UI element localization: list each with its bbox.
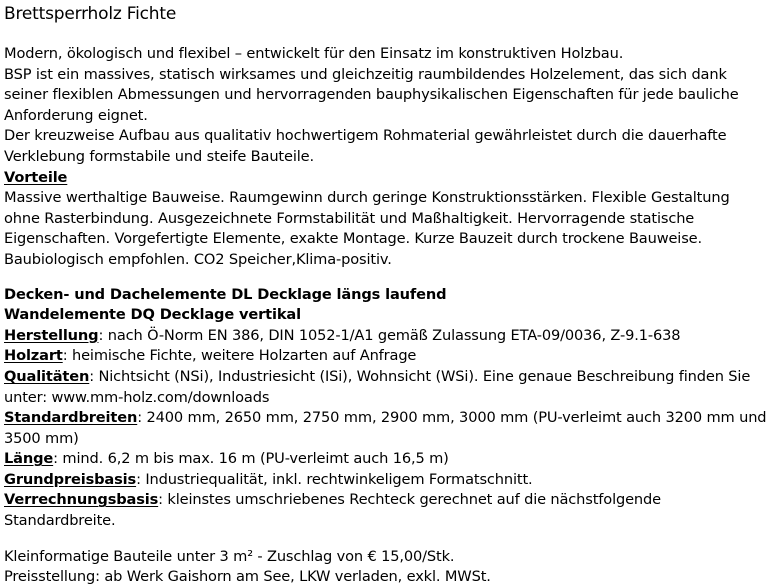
vorteile-section — [4, 168, 768, 271]
spec-row: Herstellung: nach Ö-Norm EN 386, DIN 1052-1/A1 gemäß Zulassung ETA-09/0036, Z-9.1-638 — [4, 326, 681, 344]
spec-value: heimische Fichte, weitere Holzarten auf Anfrage — [71, 347, 417, 365]
vorteile-text: Massive werthaltige Bauweise. Raumgewinn durch geringe Konstruktionsstärken. Flexible Gestaltung ohne Rasterbindung. Ausgezeichnete Formstabilität und Maßhaltigkeit. Hervorragende statische Eigenschaften. Vorgefertigte Elemente, exakte Montage. Kurze Bauzeit durch trockene Bauweise. Baubiologisch empfohlen. CO2 Speicher,Klima-positiv. — [4, 189, 730, 268]
spec-label: Standardbreiten — [4, 409, 138, 427]
spec-label: Qualitäten — [4, 367, 90, 385]
spacer — [4, 532, 768, 547]
spec-label: Holzart — [4, 347, 63, 365]
spec-row: Standardbreiten: 2400 mm, 2650 mm, 2750 mm, 2900 mm, 3000 mm (PU-verleimt auch 3200 mm und 3500 mm) — [4, 409, 767, 447]
intro-section — [4, 44, 768, 168]
spec-value: nach Ö-Norm EN 386, DIN 1052-1/A1 gemäß Zulassung ETA-09/0036, Z-9.1-638 — [107, 326, 681, 344]
footer-line: Kleinformatige Bauteile unter 3 m² - Zuschlag von € 15,00/Stk. — [4, 547, 455, 565]
footer-line: Preisstellung: ab Werk Gaishorn am See, LKW verladen, exkl. MWSt. — [4, 568, 491, 586]
spec-value: 2400 mm, 2650 mm, 2750 mm, 2900 mm, 3000 mm (PU-verleimt auch 3200 mm und 3500 mm) — [4, 409, 767, 447]
page-title: Brettsperrholz Fichte — [4, 4, 177, 24]
spec-row: Qualitäten: Nichtsicht (NSi), Industriesicht (ISi), Wohnsicht (WSi). Eine genaue Beschreibung finden Sie unter: www.mm-holz.com/downloads — [4, 367, 751, 406]
spec-label: Herstellung — [4, 326, 99, 344]
intro-paragraph: BSP ist ein massives, statisch wirksames und gleichzeitig raumbildendes Holzelement, das sich dank seiner flexiblen Abmessungen und hervorragenden bauphysikalischen Eigenschaften für jede bauliche Anforderung eignet. — [4, 65, 739, 124]
spec-value: kleinstes umschriebenes Rechteck gerechnet auf die nächstfolgende Standardbreite. — [4, 491, 661, 530]
spacer — [4, 25, 768, 44]
intro-paragraph: Der kreuzweise Aufbau aus qualitativ hochwertigem Rohmaterial gewährleistet durch die dauerhafte Verklebung formstabile und steife Bauteile. — [4, 127, 727, 165]
spec-label: Verrechnungsbasis — [4, 491, 159, 509]
spec-row: Länge: mind. 6,2 m bis max. 16 m (PU-verleimt auch 16,5 m) — [4, 450, 449, 468]
spec-value: Industriequalität, inkl. rechtwinkeligem Formatschnitt. — [145, 470, 533, 488]
spec-value: mind. 6,2 m bis max. 16 m (PU-verleimt auch 16,5 m) — [62, 450, 449, 468]
element-type-heading: Decken- und Dachelemente DL Decklage längs laufend — [4, 285, 447, 303]
specs-section — [4, 285, 768, 532]
spec-row: Verrechnungsbasis: kleinstes umschriebenes Rechteck gerechnet auf die nächstfolgende Standardbreite. — [4, 491, 661, 530]
element-type-heading: Wandelemente DQ Decklage vertikal — [4, 306, 301, 324]
spec-row: Grundpreisbasis: Industriequalität, inkl. rechtwinkeligem Formatschnitt. — [4, 470, 533, 488]
spec-row: Holzart: heimische Fichte, weitere Holzarten auf Anfrage — [4, 347, 417, 365]
intro-paragraph: Modern, ökologisch und flexibel – entwickelt für den Einsatz im konstruktiven Holzbau. — [4, 45, 624, 62]
footer-section — [4, 547, 768, 588]
spacer — [4, 271, 768, 285]
spec-value: Nichtsicht (NSi), Industriesicht (ISi), Wohnsicht (WSi). Eine genaue Beschreibung finden Sie unter: www.mm-holz.com/downloads — [4, 367, 751, 406]
document — [4, 0, 768, 588]
vorteile-heading: Vorteile — [4, 168, 68, 186]
spec-label: Grundpreisbasis — [4, 470, 137, 488]
spec-label: Länge — [4, 450, 54, 468]
